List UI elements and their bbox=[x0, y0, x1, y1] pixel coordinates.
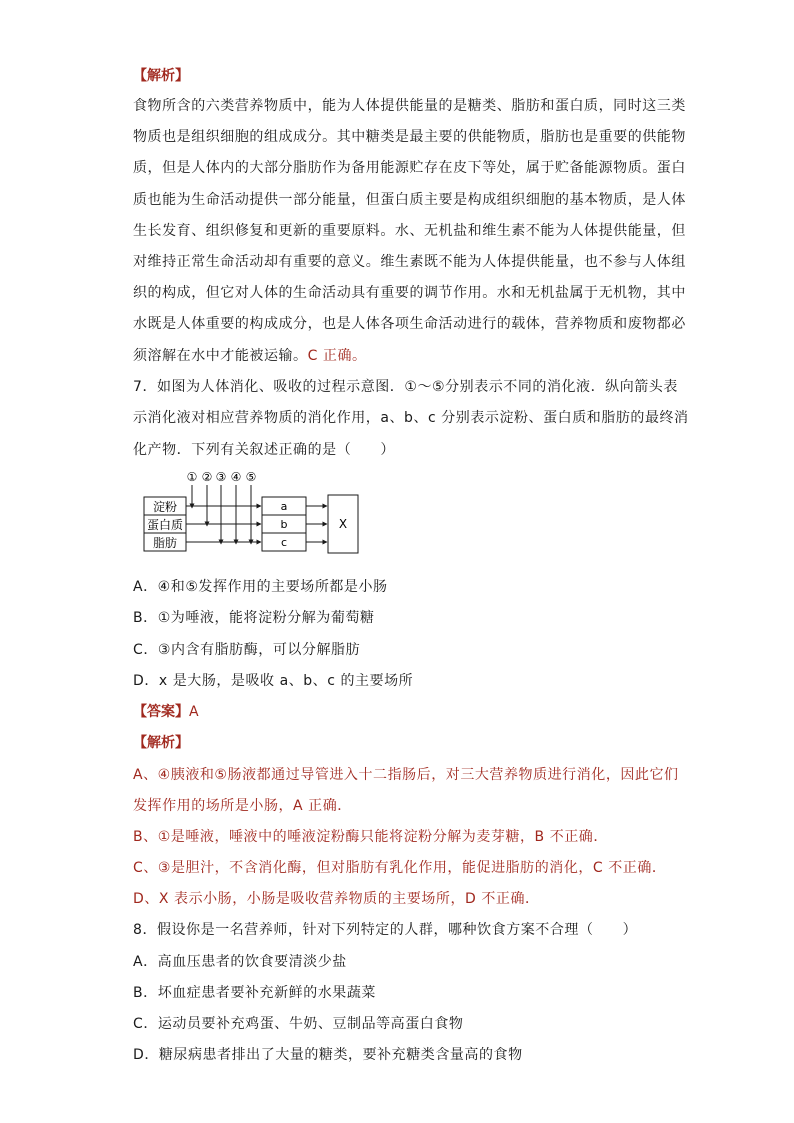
analysis-line: 质也能为生命活动提供一部分能量，但蛋白质主要是构成组织细胞的基本物质，是人体 bbox=[133, 192, 686, 208]
analysis-tag: 【解析】 bbox=[133, 68, 189, 84]
question-stem: 化产物．下列有关叙述正确的是（ ） bbox=[133, 442, 395, 458]
analysis-line: 水既是人体重要的构成成分，也是人体各项生命活动进行的载体，营养物质和废物都必 bbox=[133, 316, 686, 332]
analysis-line: 质，但是人体内的大部分脂肪作为备用能源贮存在皮下等处，属于贮备能源物质。蛋白 bbox=[133, 160, 686, 176]
organ-label: X bbox=[338, 517, 348, 531]
analysis-line: A、④胰液和⑤肠液都通过导管进入十二指肠后，对三大营养物质进行消化，因此它们 bbox=[133, 767, 679, 783]
analysis-line: D、X 表示小肠，小肠是吸收营养物质的主要场所，D 不正确． bbox=[133, 891, 540, 907]
option-b: B．①为唾液，能将淀粉分解为葡萄糖 bbox=[133, 610, 375, 626]
analysis-line: 发挥作用的场所是小肠，A 正确． bbox=[133, 798, 352, 814]
question-stem: 8．假设你是一名营养师，针对下列特定的人群，哪种饮食方案不合理（ ） bbox=[133, 922, 638, 938]
option-c: C．③内含有脂肪酶，可以分解脂肪 bbox=[133, 642, 361, 658]
option-b: B．坏血症患者要补充新鲜的水果蔬菜 bbox=[133, 985, 376, 1001]
analysis-line: C、③是胆汁，不含消化酶，但对脂肪有乳化作用，能促进脂肪的消化，C 不正确． bbox=[133, 860, 667, 876]
analysis-text: 须溶解在水中才能被运输。 bbox=[133, 348, 308, 364]
juice-label: ⑤ bbox=[245, 470, 257, 484]
digestion-diagram bbox=[140, 466, 380, 564]
analysis-line-last bbox=[133, 346, 367, 366]
option-c: C．运动员要补充鸡蛋、牛奶、豆制品等高蛋白食物 bbox=[133, 1016, 464, 1032]
product-label: a bbox=[280, 500, 288, 513]
analysis-line: 对维持正常生命活动却有重要的意义。维生素既不能为人体提供能量，也不参与人体组 bbox=[133, 254, 686, 270]
option-a: A．④和⑤发挥作用的主要场所都是小肠 bbox=[133, 579, 388, 595]
nutrient-label: 蛋白质 bbox=[146, 518, 184, 532]
analysis-tag: 【解析】 bbox=[133, 735, 189, 751]
answer-line bbox=[133, 702, 199, 722]
question-stem: 7．如图为人体消化、吸收的过程示意图．①～⑤分别表示不同的消化液．纵向箭头表 bbox=[133, 379, 678, 395]
option-a: A．高血压患者的饮食要清淡少盐 bbox=[133, 954, 347, 970]
analysis-line: B、①是唾液，唾液中的唾液淀粉酶只能将淀粉分解为麦芽糖，B 不正确． bbox=[133, 829, 608, 845]
juice-label: ① bbox=[186, 470, 198, 484]
juice-label: ④ bbox=[230, 470, 242, 484]
analysis-line: 食物所含的六类营养物质中，能为人体提供能量的是糖类、脂肪和蛋白质，同时这三类 bbox=[133, 98, 686, 114]
analysis-line: 物质也是组织细胞的组成成分。其中糖类是最主要的供能物质，脂肪也是重要的供能物 bbox=[133, 129, 686, 145]
answer-value: A bbox=[189, 704, 200, 720]
juice-label: ③ bbox=[215, 470, 227, 484]
option-d: D．糖尿病患者排出了大量的糖类，要补充糖类含量高的食物 bbox=[133, 1047, 523, 1063]
juice-label: ② bbox=[201, 470, 213, 484]
question-stem: 示消化液对相应营养物质的消化作用，a、b、c 分别表示淀粉、蛋白质和脂肪的最终消 bbox=[133, 410, 689, 426]
product-label: b bbox=[280, 518, 288, 531]
analysis-line: 生长发育、组织修复和更新的重要原料。水、无机盐和维生素不能为人体提供能量，但 bbox=[133, 223, 686, 239]
option-d: D．x 是大肠，是吸收 a、b、c 的主要场所 bbox=[133, 673, 414, 689]
analysis-conclusion: C 正确。 bbox=[307, 348, 367, 364]
analysis-line: 织的构成，但它对人体的生命活动具有重要的调节作用。水和无机盐属于无机物，其中 bbox=[133, 285, 686, 301]
nutrient-label: 脂肪 bbox=[152, 536, 178, 550]
nutrient-label: 淀粉 bbox=[152, 500, 178, 514]
answer-tag: 【答案】 bbox=[133, 704, 189, 720]
product-label: c bbox=[280, 536, 288, 549]
